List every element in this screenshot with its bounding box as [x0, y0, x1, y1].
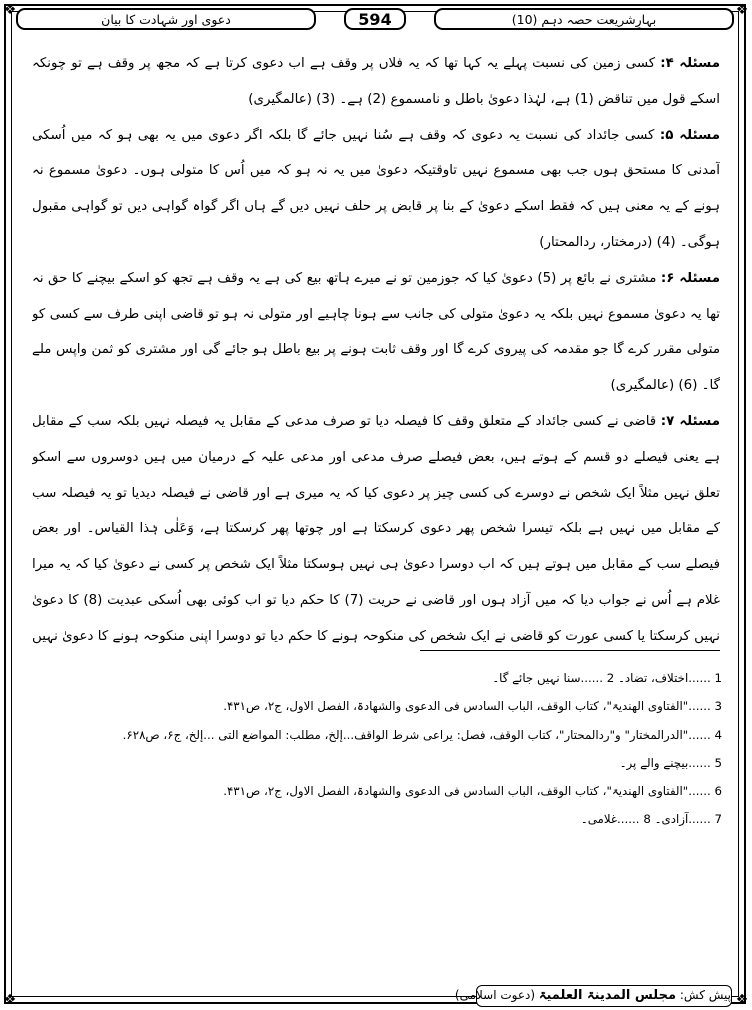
masala-label: مسئلہ ۵: — [659, 127, 720, 143]
footnote-line: 5 ......بیچنے والے پر۔ — [619, 755, 722, 770]
corner-ornament-icon: ❖ — [3, 2, 17, 18]
paragraph — [32, 404, 720, 646]
masala-label: مسئلہ ۷: — [660, 413, 720, 429]
footnote-line: 4 ......"الدرالمختار" و"ردالمحتار"، کتاب الوقف، فصل: یراعی شرط الواقف...إلخ، مطلب: المواضع التی ...إلخ، ج۶، ص۶۲۸. — [122, 727, 722, 742]
paragraph — [32, 261, 720, 404]
book-title: بہارِشریعت حصہ دہم (10) — [434, 8, 734, 30]
footer-org: مجلس المدینۃ العلمیۃ — [538, 988, 677, 1003]
publisher-footer — [454, 985, 732, 1007]
corner-ornament-icon: ❖ — [735, 992, 749, 1008]
corner-ornament-icon: ❖ — [735, 2, 749, 18]
footnote-line: 3 ......"الفتاوی الھندیۃ"، کتاب الوقف، الباب السادس فی الدعوی والشھادۃ، الفصل الاول، ج۲، ص۴۳۱. — [223, 699, 722, 714]
paragraph-text: قاضی نے کسی جائداد کے متعلق وقف کا فیصلہ دیا تو صرف مدعی کے مقابل یہ فیصلہ نہیں بلکہ سب کے مقابل ہے یعنی فیصلے دو قسم کے ہوتے ہیں، بعض فیصلے صرف مدعی اور مدعی علیہ کے درمیان میں ہیں دوسروں سے اسکو تعلق نہیں مثلاً ایک شخص نے دوسرے کی کسی چیز پر دعوی کیا کہ یہ میری ہے اور قاضی نے فیصلہ دیدیا تو یہ فیصلہ سب کے مقابل میں نہیں ہے بلکہ تیسرا شخص پھر دعوی کرسکتا ہے اور چوتھا پھر کرسکتا ہے، وَعَلٰی ہٰذا القیاس۔ اور بعض فیصلے سب کے مقابل میں ہوتے ہیں کہ اب دوسرا دعویٰ ہی نہیں ہوسکتا مثلاً ایک شخص پر کسی نے دعویٰ کیا کہ یہ میرا غلام ہے اُس نے جواب دیا کہ میں آزاد ہوں اور قاضی نے حریت (7) کا حکم دیا تو اب کوئی بھی اُسکی عبدیت (8) کا دعویٰ نہیں کرسکتا یا کسی عورت کو قاضی نے ایک شخص کی منکوحہ ہونے کا حکم دیا تو دوسرا اپنی منکوحہ ہونے کا دعویٰ نہیں — [32, 413, 720, 644]
footnotes — [32, 664, 722, 834]
paragraph-text: مشتری نے بائع پر (5) دعویٰ کیا کہ جوزمین تو نے میرے ہاتھ بیع کی ہے یہ وقف ہے تجھ کو اسکے بیچنے کا حق نہ تھا یہ دعویٰ مسموع نہیں بلکہ یہ دعویٰ متولی کی جانب سے ہونا چاہیے اور متولی نہ ہو تو قاضی اپنی طرف سے کسی کو متولی مقرر کرے گا جو مقدمہ کی پیروی کرے گا اور وقف ثابت ہونے پر بیع باطل ہو جائے گی اور مشتری کو ثمن واپس ملے گا۔ (6) (عالمگیری) — [32, 270, 720, 394]
chapter-title: دعوی اور شہادت کا بیان — [16, 8, 316, 30]
footer-prefix: پیش کش: — [679, 988, 731, 1002]
page-header — [16, 8, 734, 32]
footnote-line: 7 ......آزادی۔ 8 ......غلامی۔ — [580, 812, 722, 827]
footnote-line: 6 ......"الفتاوی الھندیۃ"، کتاب الوقف، الباب السادس فی الدعوی والشھادۃ، الفصل الاول، ج۲، ص۴۳۱. — [223, 784, 722, 799]
footer-suffix: (دعوت اسلامی) — [454, 988, 536, 1002]
paragraph-text: کسی زمین کی نسبت پہلے یہ کہا تھا کہ یہ فلاں پر وقف ہے اب دعوی کرتا ہے کہ مجھ پر وقف ہے تو چونکہ اسکے قول میں تناقض (1) ہے، لہٰذا دعویٰ باطل و نامسموع (2) ہے۔ (3) (عالمگیری) — [32, 56, 720, 107]
page-number: 594 — [344, 8, 406, 30]
paragraph — [32, 46, 720, 118]
paragraph — [32, 118, 720, 261]
footnote-divider — [420, 650, 720, 651]
masala-label: مسئلہ ۶: — [660, 270, 720, 286]
masala-label: مسئلہ ۴: — [660, 56, 720, 71]
corner-ornament-icon: ❖ — [3, 992, 17, 1008]
paragraph-text: کسی جائداد کی نسبت یہ دعوی کہ وقف ہے سُنا نہیں جائے گا بلکہ اگر دعوی میں یہ بھی ہو کہ میں اُسکی آمدنی کا مستحق ہوں جب بھی مسموع نہیں تاوقتیکہ دعویٰ میں یہ نہ ہو کہ میں اُس کا متولی ہوں۔ دعویٰ مسموع نہ ہونے کے یہ معنی ہیں کہ فقط اسکے دعویٰ کے بنا پر قابض پر حلف نہیں دیں گے ہاں اگر گواہ گواہی دیں تو گواہی مقبول ہوگی۔ (4) (درمختار، ردالمحتار) — [32, 127, 720, 250]
footnote-line: 1 ......اختلاف، تضاد۔ 2 ......سنا نہیں جائے گا۔ — [492, 671, 722, 685]
main-text — [32, 46, 720, 646]
